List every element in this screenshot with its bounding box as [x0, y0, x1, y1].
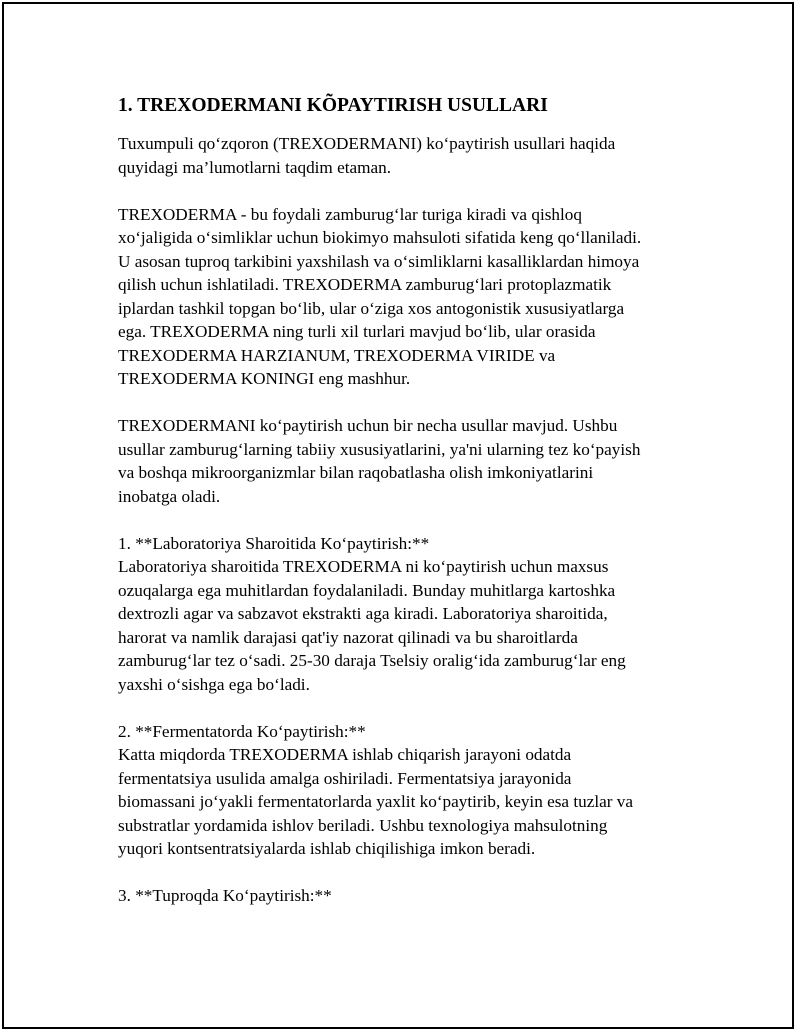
method-item-fermenter	[118, 720, 700, 861]
method-heading: 1. **Laboratoriya Sharoitida Ko‘paytirish:**	[118, 533, 430, 553]
method-heading: 2. **Fermentatorda Ko‘paytirish:**	[118, 721, 366, 741]
trexoderma-description-paragraph: TREXODERMA - bu foydali zamburug‘lar turiga kiradi va qishloq xo‘jaligida o‘simliklar uchun biokimyo mahsuloti sifatida keng qo‘llaniladi. U asosan tuproq tarkibini yaxshilash va o‘simliklarni kasalliklardan himoya qilish uchun ishlatiladi. TREXODERMA zamburug‘lari protoplazmatik iplardan tashkil topgan bo‘lib, ular o‘ziga xos antogonistik xususiyatlarga ega. TREXODERMA ning turli xil turlari mavjud bo‘lib, ular orasida TREXODERMA HARZIANUM, TREXODERMA VIRIDE va TREXODERMA KONINGI eng mashhur.	[118, 204, 642, 388]
method-description: Laboratoriya sharoitida TREXODERMA ni ko‘paytirish uchun maxsus ozuqalarga ega muhitlardan foydalaniladi. Bunday muhitlarga kartoshka dextrozli agar va sabzavot ekstrakti aga kiradi. Laboratoriya sharoitida, harorat va namlik darajasi qat'iy nazorat qilinadi va bu sharoitlarda zamburug‘lar tez o‘sadi. 25-30 daraja Tselsiy oralig‘ida zamburug‘lar eng yaxshi o‘sishga ega bo‘ladi.	[118, 557, 626, 694]
methods-overview-paragraph: TREXODERMANI ko‘paytirish uchun bir necha usullar mavjud. Ushbu usullar zamburug‘larning tabiiy xususiyatlarini, ya'ni ularning tez ko‘payish va boshqa mikroorganizmlar bilan raqobatlasha olish imkoniyatlarini inobatga oladi.	[118, 416, 641, 506]
method-item-soil	[118, 884, 700, 908]
method-description: Katta miqdorda TREXODERMA ishlab chiqarish jarayoni odatda fermentatsiya usulida amalga oshiriladi. Fermentatsiya jarayonida biomassani jo‘yakli fermentatorlarda yaxlit ko‘paytirib, keyin esa tuzlar va substratlar yordamida ishlov beriladi. Ushbu texnologiya mahsulotning yuqori kontsentratsiyalarda ishlab chiqilishiga imkon beradi.	[118, 745, 633, 858]
method-item-laboratory	[118, 532, 700, 697]
intro-paragraph: Tuxumpuli qo‘zqoron (TREXODERMANI) ko‘paytirish usullari haqida quyidagi ma’lumotlarni taqdim etaman.	[118, 134, 616, 177]
method-heading: 3. **Tuproqda Ko‘paytirish:**	[118, 886, 332, 905]
document-body	[118, 93, 700, 931]
document-title: 1. TREXODERMANI KÕPAYTIRISH USULLARI	[118, 95, 548, 116]
